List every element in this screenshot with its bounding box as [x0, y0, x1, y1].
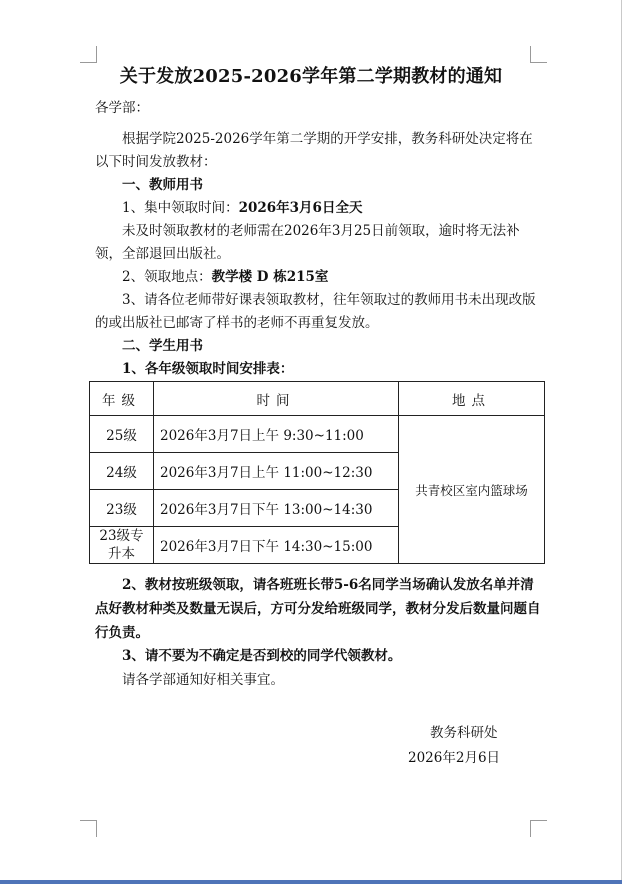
teacher-pickup-time: [122, 197, 572, 220]
late-pickup-note: 未及时领取教材的老师需在2026年3月25日前领取，逾时将无法补领，全部退回出版社。: [95, 223, 520, 262]
signature-department: 教务科研处: [430, 725, 498, 741]
row-time: 2026年3月7日上午 9:30~11:00: [154, 416, 399, 453]
window-bottom-bar: [0, 880, 622, 884]
row-time: 2026年3月7日下午 14:30~15:00: [154, 527, 399, 564]
student-item3: 3、请不要为不确定是否到校的同学代领教材。: [122, 648, 402, 664]
row-grade: 23级专升本: [90, 527, 154, 564]
schedule-table: [89, 381, 545, 564]
signature-date: 2026年2月6日: [408, 750, 501, 766]
table-header-row: [90, 382, 545, 416]
row-grade: 25级: [90, 416, 154, 453]
row-grade: 23级: [90, 490, 154, 527]
header-grade: 年级: [90, 382, 154, 416]
margin-mark-bottom-right: [530, 820, 547, 837]
table-caption: 1、各年级领取时间安排表：: [122, 361, 294, 377]
document-title: 关于发放2025-2026学年第二学期教材的通知: [119, 66, 503, 87]
section1-heading: 一、教师用书: [122, 177, 203, 193]
teacher-pickup-time-label: 1、集中领取时间：: [122, 200, 239, 216]
row-grade: 24级: [90, 453, 154, 490]
teacher-pickup-place-value: 教学楼 D 栋215室: [211, 269, 329, 285]
section2-heading: 二、学生用书: [122, 338, 203, 354]
margin-mark-top-right: [530, 46, 547, 63]
pickup-place-cell: 共青校区室内篮球场: [399, 416, 545, 564]
row-time: 2026年3月7日上午 11:00~12:30: [154, 453, 399, 490]
header-time: 时间: [154, 382, 399, 416]
closing-line: 请各学部通知好相关事宜。: [122, 672, 284, 688]
margin-mark-top-left: [80, 46, 97, 63]
row-time: 2026年3月7日下午 13:00~14:30: [154, 490, 399, 527]
table-row: [90, 416, 545, 453]
salutation: 各学部：: [95, 100, 149, 116]
teacher-item3: 3、请各位老师带好课表领取教材，往年领取过的教师用书未出现改版的或出版社已邮寄了样书的老师不再重复发放。: [95, 292, 536, 331]
header-place: 地点: [399, 382, 545, 416]
teacher-pickup-place-label: 2、领取地点：: [122, 269, 212, 285]
margin-mark-bottom-left: [80, 820, 97, 837]
teacher-pickup-place: [122, 266, 572, 289]
intro-paragraph: 根据学院2025-2026学年第二学期的开学安排，教务科研处决定将在以下时间发放教材：: [95, 131, 533, 170]
student-item2: 2、教材按班级领取，请各班班长带5-6名同学当场确认发放名单并清点好教材种类及数量无误后，方可分发给班级同学，教材分发后数量问题自行负责。: [95, 577, 541, 641]
teacher-pickup-time-value: 2026年3月6日全天: [238, 200, 363, 216]
